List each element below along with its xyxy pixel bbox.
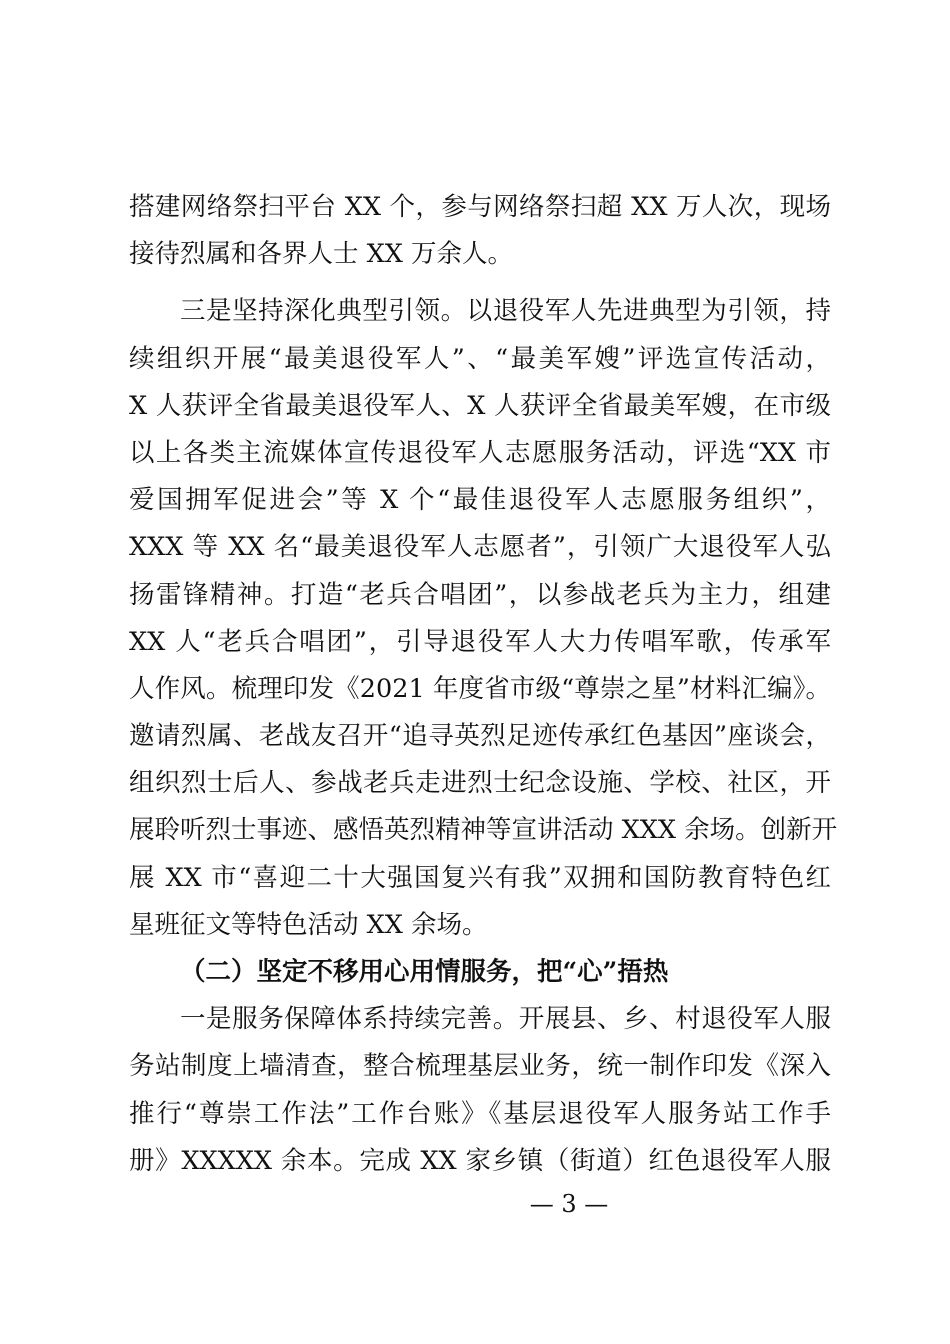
text-line: 以上各类主流媒体宣传退役军人志愿服务活动，评选“XX 市 (129, 437, 831, 468)
text-line: 续组织开展“最美退役军人”、“最美军嫂”评选宣传活动， (129, 343, 831, 374)
text-line: 务站制度上墙清查，整合梳理基层业务，统一制作印发《深入 (129, 1051, 831, 1082)
text-line: 推行“尊崇工作法”工作台账》《基层退役军人服务站工作手 (129, 1098, 831, 1129)
body-text (129, 184, 838, 1185)
text-line: 扬雷锋精神。打造“老兵合唱团”，以参战老兵为主力，组建 (129, 579, 831, 610)
page-number: — 3 — (529, 1190, 609, 1218)
text-line: XX 人“老兵合唱团”，引导退役军人大力传唱军歌，传承军 (129, 626, 831, 657)
text-line: 人作风。梳理印发《2021 年度省市级“尊崇之星”材料汇编》。 (129, 673, 831, 704)
text-line: 邀请烈属、老战友召开“追寻英烈足迹传承红色基因”座谈会， (129, 721, 831, 752)
text-line: X 人获评全省最美退役军人、X 人获评全省最美军嫂，在市级 (129, 390, 831, 421)
text-line: 爱国拥军促进会”等 X 个“最佳退役军人志愿服务组织”， (129, 485, 831, 516)
text-line: 册》XXXXX 余本。完成 XX 家乡镇（街道）红色退役军人服 (129, 1145, 831, 1176)
text-line: 搭建网络祭扫平台 XX 个，参与网络祭扫超 XX 万人次，现场 (129, 192, 831, 222)
text-line: 展 XX 市“喜迎二十大强国复兴有我”双拥和国防教育特色红 (129, 862, 831, 893)
text-line: XXX 等 XX 名“最美退役军人志愿者”，引领广大退役军人弘 (129, 532, 831, 563)
text-line: 展聆听烈士事迹、感悟英烈精神等宣讲活动 XXX 余场。创新开 (129, 815, 838, 846)
text-line: 接待烈属和各界人士 XX 万余人。 (129, 239, 514, 270)
text-line: 组织烈士后人、参战老兵走进烈士纪念设施、学校、社区，开 (129, 768, 831, 799)
text-line: 星班征文等特色活动 XX 余场。 (129, 909, 488, 940)
text-line: 一是服务保障体系持续完善。开展县、乡、村退役军人服 (180, 1004, 831, 1035)
section-heading: （二）坚定不移用心用情服务，把“心”捂热 (180, 957, 669, 987)
text-line: 三是坚持深化典型引领。以退役军人先进典型为引领，持 (180, 296, 831, 327)
